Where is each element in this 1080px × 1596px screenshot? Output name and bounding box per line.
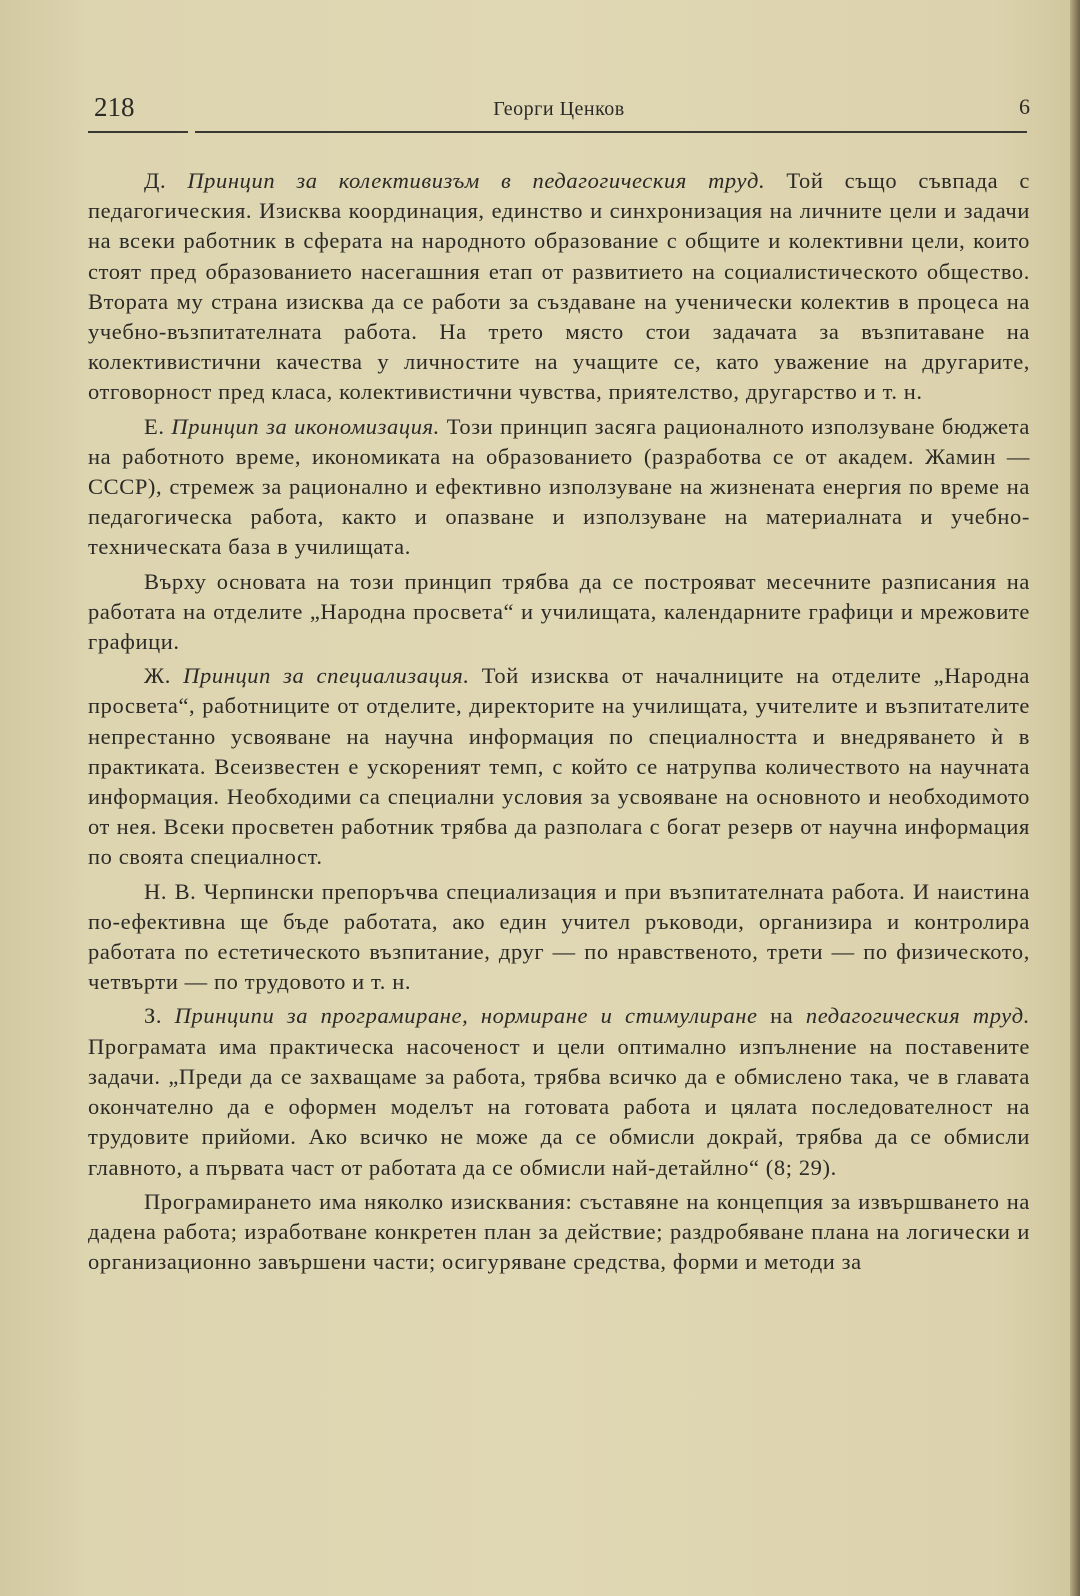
- paragraph-requirements: [88, 1187, 1030, 1278]
- paragraph-text: на: [757, 1003, 806, 1029]
- paragraph-text-continued: Програмата има практическа насоченост и цели оптимално изпълнение на поставените задачи. „Преди да се захващаме за работа, трябва всичко да е обмислено така, че в главата окончателно да е оформен моделът на готовата работа и цялата последователност на трудовите прийоми. Ако всичко не може да се обмисли докрай, трябва да се обмисли главното, а първата част от работата да се обмисли най-детайлно“ (8; 29).: [88, 1033, 1030, 1180]
- page-spine-shadow: [1070, 0, 1080, 1596]
- paragraph-collectivism: [88, 166, 1030, 408]
- paragraph-cherpinski: [88, 877, 1030, 998]
- paragraph-economization: [88, 412, 1030, 563]
- principle-heading: Принцип за специализация.: [183, 663, 470, 689]
- principle-heading: Принципи за програмиране, нормиране и стимулиране: [174, 1003, 758, 1029]
- paragraph-specialization: [88, 661, 1030, 872]
- header-rule-left: [88, 131, 188, 133]
- principle-heading: Принцип за колективизъм в педагогическия труд.: [187, 168, 766, 193]
- paragraph-text: Той изисква от началниците на отделите „Народна просвета“, работниците от отделите, директорите на училищата, учителите и възпитателите непрестанно усвояване на научна информация по специалността и внедряването ѝ в практиката. Всеизвестен е ускореният темп, с който се натрупва количеството на научната информация. Необходими са специални условия за усвояване на основното и необходимото от нея. Всеки просветен работник трябва да разполага с богат резерв от научна информация по своята специалност.: [88, 663, 1030, 870]
- paragraph-lead: Д.: [144, 168, 188, 193]
- paragraph-lead: З.: [144, 1003, 175, 1029]
- paragraph-text: Този принцип засяга рационалното използуване бюджета на работното време, икономиката на образованието (разработва се от академ. Жамин — СССР), стремеж за рационално и ефективно използуване на жизнената енергия по време на педагогическа работа, както и опазване и използуване на материалната и учебно-техническата база в училищата.: [88, 413, 1030, 560]
- paragraph-text: Програмирането има няколко изисквания: съставяне на концепция за извършването на дадена работа; изработване конкретен план за действие; раздробяване плана на логически и организационно завършени части; осигуряване средства, форми и методи за: [88, 1188, 1030, 1275]
- paragraph-text: Н. В. Черпински препоръчва специализация и при възпитателната работа. И наистина по-ефективна ще бъде работата, ако един учител ръководи, организира и контролира работата по естетическото възпитание, друг — по нравственото, трети — по физическото, четвърти — по трудовото и т. н.: [88, 878, 1030, 995]
- paragraph-schedules: [88, 567, 1030, 658]
- paragraph-lead: Ж.: [144, 663, 184, 689]
- paragraph-lead: Е.: [144, 413, 172, 439]
- header-rule-right: [195, 131, 1027, 133]
- running-head-author: Георги Ценков: [493, 98, 625, 120]
- page-number: 218: [94, 92, 135, 122]
- body-text: [88, 166, 1030, 1281]
- principle-heading-continued: педагогическия труд.: [805, 1003, 1030, 1029]
- paragraph-text: Върху основата на този принцип трябва да се построяват месечните разписания на работата на отделите „Народна просвета“ и училищата, календарните графици и мрежовите графици.: [88, 568, 1030, 655]
- running-head: [88, 92, 1030, 132]
- paragraph-programming: [88, 1001, 1030, 1182]
- principle-heading: Принцип за икономизация.: [171, 413, 440, 439]
- chapter-number: 6: [1019, 94, 1030, 119]
- paragraph-text: Той също съвпада с педагогическия. Изисква координация, единство и синхронизация на личните цели и задачи на всеки работник в сферата на народното образование с общите и колективни цели, които стоят пред образованието насегашния етап от развитието на социалистическото общество. Втората му страна изисква да се работи за създаване на ученически колектив в процеса на учебно-възпитателната работа. На трето място стои задачата за възпитаване на колективистични качества у личностите на учащите се, като уважение на другарите, отговорност пред класа, колективистични чувства, приятелство, другарство и т. н.: [88, 168, 1030, 405]
